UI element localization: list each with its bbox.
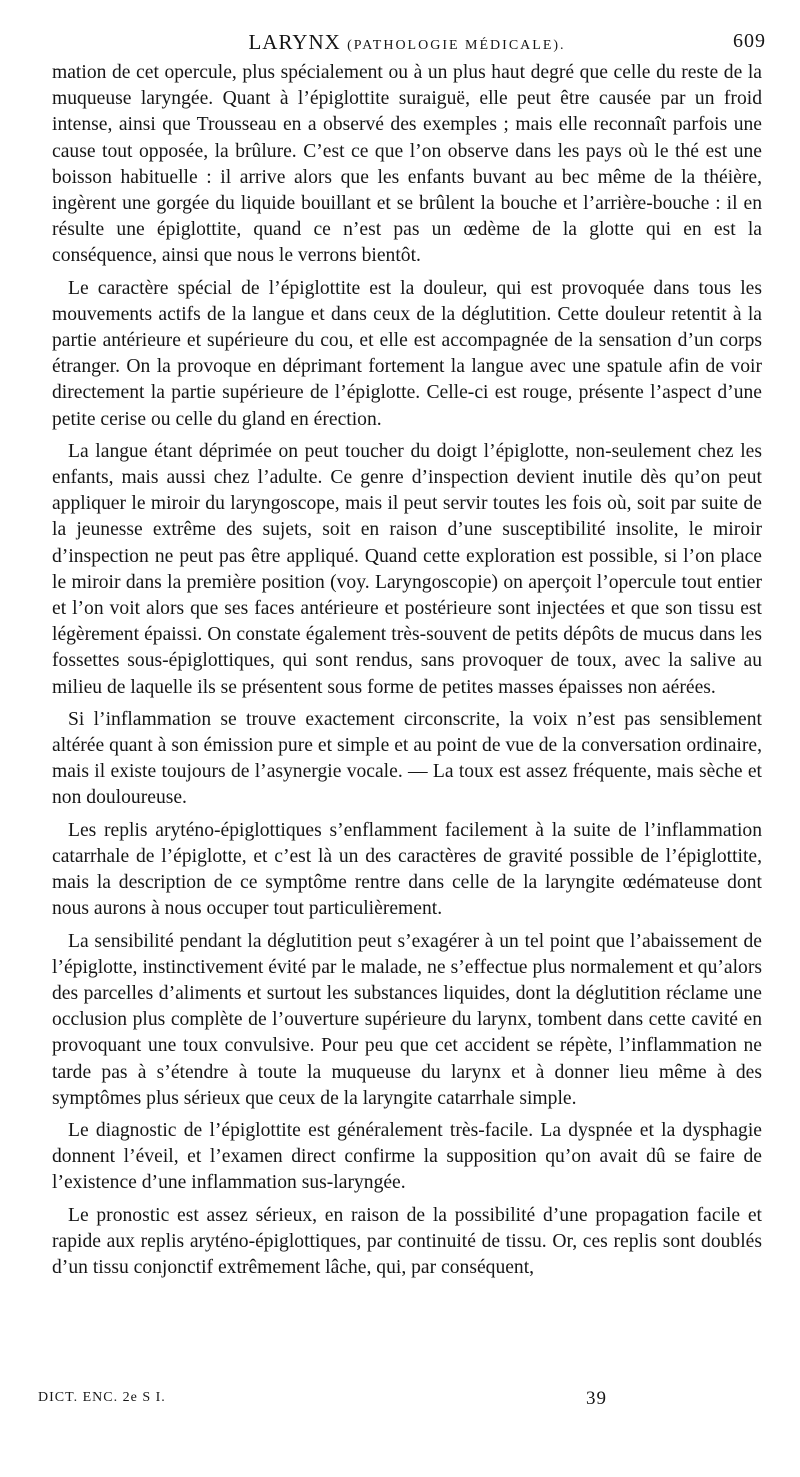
printer-signature: DICT. ENC. 2e S I. — [38, 1390, 166, 1405]
running-title — [52, 30, 762, 55]
page-header — [52, 30, 766, 58]
paragraph-3: La langue étant déprimée on peut toucher du doigt l’épiglotte, non-seulement chez les enfants, mais aussi chez l’adulte. Ce genre d’inspection devient inutile dès qu’on peut appliquer le miroir du laryngoscope, mais il peut servir toutes les fois où, soit par suite de la jeunesse extrême des sujets, soit en raison d’une susceptibilité insolite, le miroir d’inspection ne peut pas être appliqué. Quand cette exploration est possible, si l’on place le miroir dans la première position (voy. Laryngoscopie) on aperçoit l’opercule tout entier et l’on voit alors que ses faces antérieure et postérieure sont injectées et que son tissu est légèrement épaissi. On constate également très-souvent de petits dépôts de mucus dans les fossettes sous-épiglottiques, qui sont rendus, sans provoquer de toux, avec la salive au milieu de laquelle ils se présentent sous forme de petites masses épaisses non aérées. — [52, 440, 762, 698]
running-title-main: LARYNX — [248, 30, 341, 54]
paragraph-5: Les replis aryténo-épiglottiques s’enflamment facilement à la suite de l’inflammation catarrhale de l’épiglotte, et c’est là un des caractères de gravité possible de l’épiglottite, mais la description de ce symptôme rentre dans celle de la laryngite œdémateuse dont nous aurons à nous occuper tout particulièrement. — [52, 819, 762, 920]
document-page — [52, 30, 766, 1287]
paragraph-6: La sensibilité pendant la déglutition peut s’exagérer à un tel point que l’abaissement de l’épiglotte, instinctivement évité par le malade, ne s’effectue plus normalement et qu’alors des parcelles d’aliments et surtout les substances liquides, dont la déglutition réclame une occlusion plus complète de l’ouverture supérieure du larynx, tombent dans cette cavité en provoquant une toux convulsive. Pour peu que cet accident se répète, l’inflammation ne tarde pas à s’étendre à toute la muqueuse du larynx et à donner lieu même à des symptômes plus sérieux que ceux de la laryngite catarrhale simple. — [52, 930, 762, 1109]
page-footer — [38, 1390, 658, 1420]
page-number: 609 — [733, 30, 766, 52]
body-text — [52, 60, 762, 1281]
paragraph-1: mation de cet opercule, plus spécialement ou à un plus haut degré que celle du reste de la muqueuse laryngée. Quant à l’épiglottite suraiguë, elle peut être causée par un froid intense, ainsi que Trousseau en a observé des exemples ; mais elle reconnaît parfois une cause tout opposée, la brûlure. C’est ce que l’on observe dans les pays où le thé est une boisson habituelle : il arrive alors que les enfants buvant au bec même de la théière, ingèrent une gorgée du liquide bouillant et se brûlent la bouche et l’arrière-bouche : il en résulte une épiglottite, quand ce n’est pas un œdème de la glotte qui en est la conséquence, ainsi que nous le verrons bientôt. — [52, 62, 762, 267]
paragraph-2: Le caractère spécial de l’épiglottite est la douleur, qui est provoquée dans tous les mouvements actifs de la langue et dans ceux de la déglutition. Cette douleur retentit à la partie antérieure et supérieure du cou, et elle est accompagnée de la sensation d’un corps étranger. On la provoque en déprimant fortement la langue avec une spatule afin de voir directement la partie supérieure de l’épiglotte. Celle-ci est rouge, présente l’aspect d’une petite cerise ou celle du gland en érection. — [52, 277, 762, 430]
sheet-number: 39 — [586, 1388, 607, 1409]
paragraph-4: Si l’inflammation se trouve exactement circonscrite, la voix n’est pas sensiblement altérée quant à son émission pure et simple et au point de vue de la conversation ordinaire, mais il existe toujours de l’asynergie vocale. — La toux est assez fréquente, mais sèche et non douloureuse. — [52, 708, 762, 809]
paragraph-8: Le pronostic est assez sérieux, en raison de la possibilité d’une propagation facile et rapide aux replis aryténo-épiglottiques, par continuité de tissu. Or, ces replis sont doublés d’un tissu conjonctif extrêmement lâche, qui, par conséquent, — [52, 1204, 762, 1278]
paragraph-7: Le diagnostic de l’épiglottite est généralement très-facile. La dyspnée et la dysphagie donnent l’éveil, et l’examen direct confirme la supposition qu’on avait dû se faire de l’existence d’une inflammation sus-laryngée. — [52, 1119, 762, 1194]
running-title-sub: (PATHOLOGIE MÉDICALE). — [347, 38, 566, 53]
